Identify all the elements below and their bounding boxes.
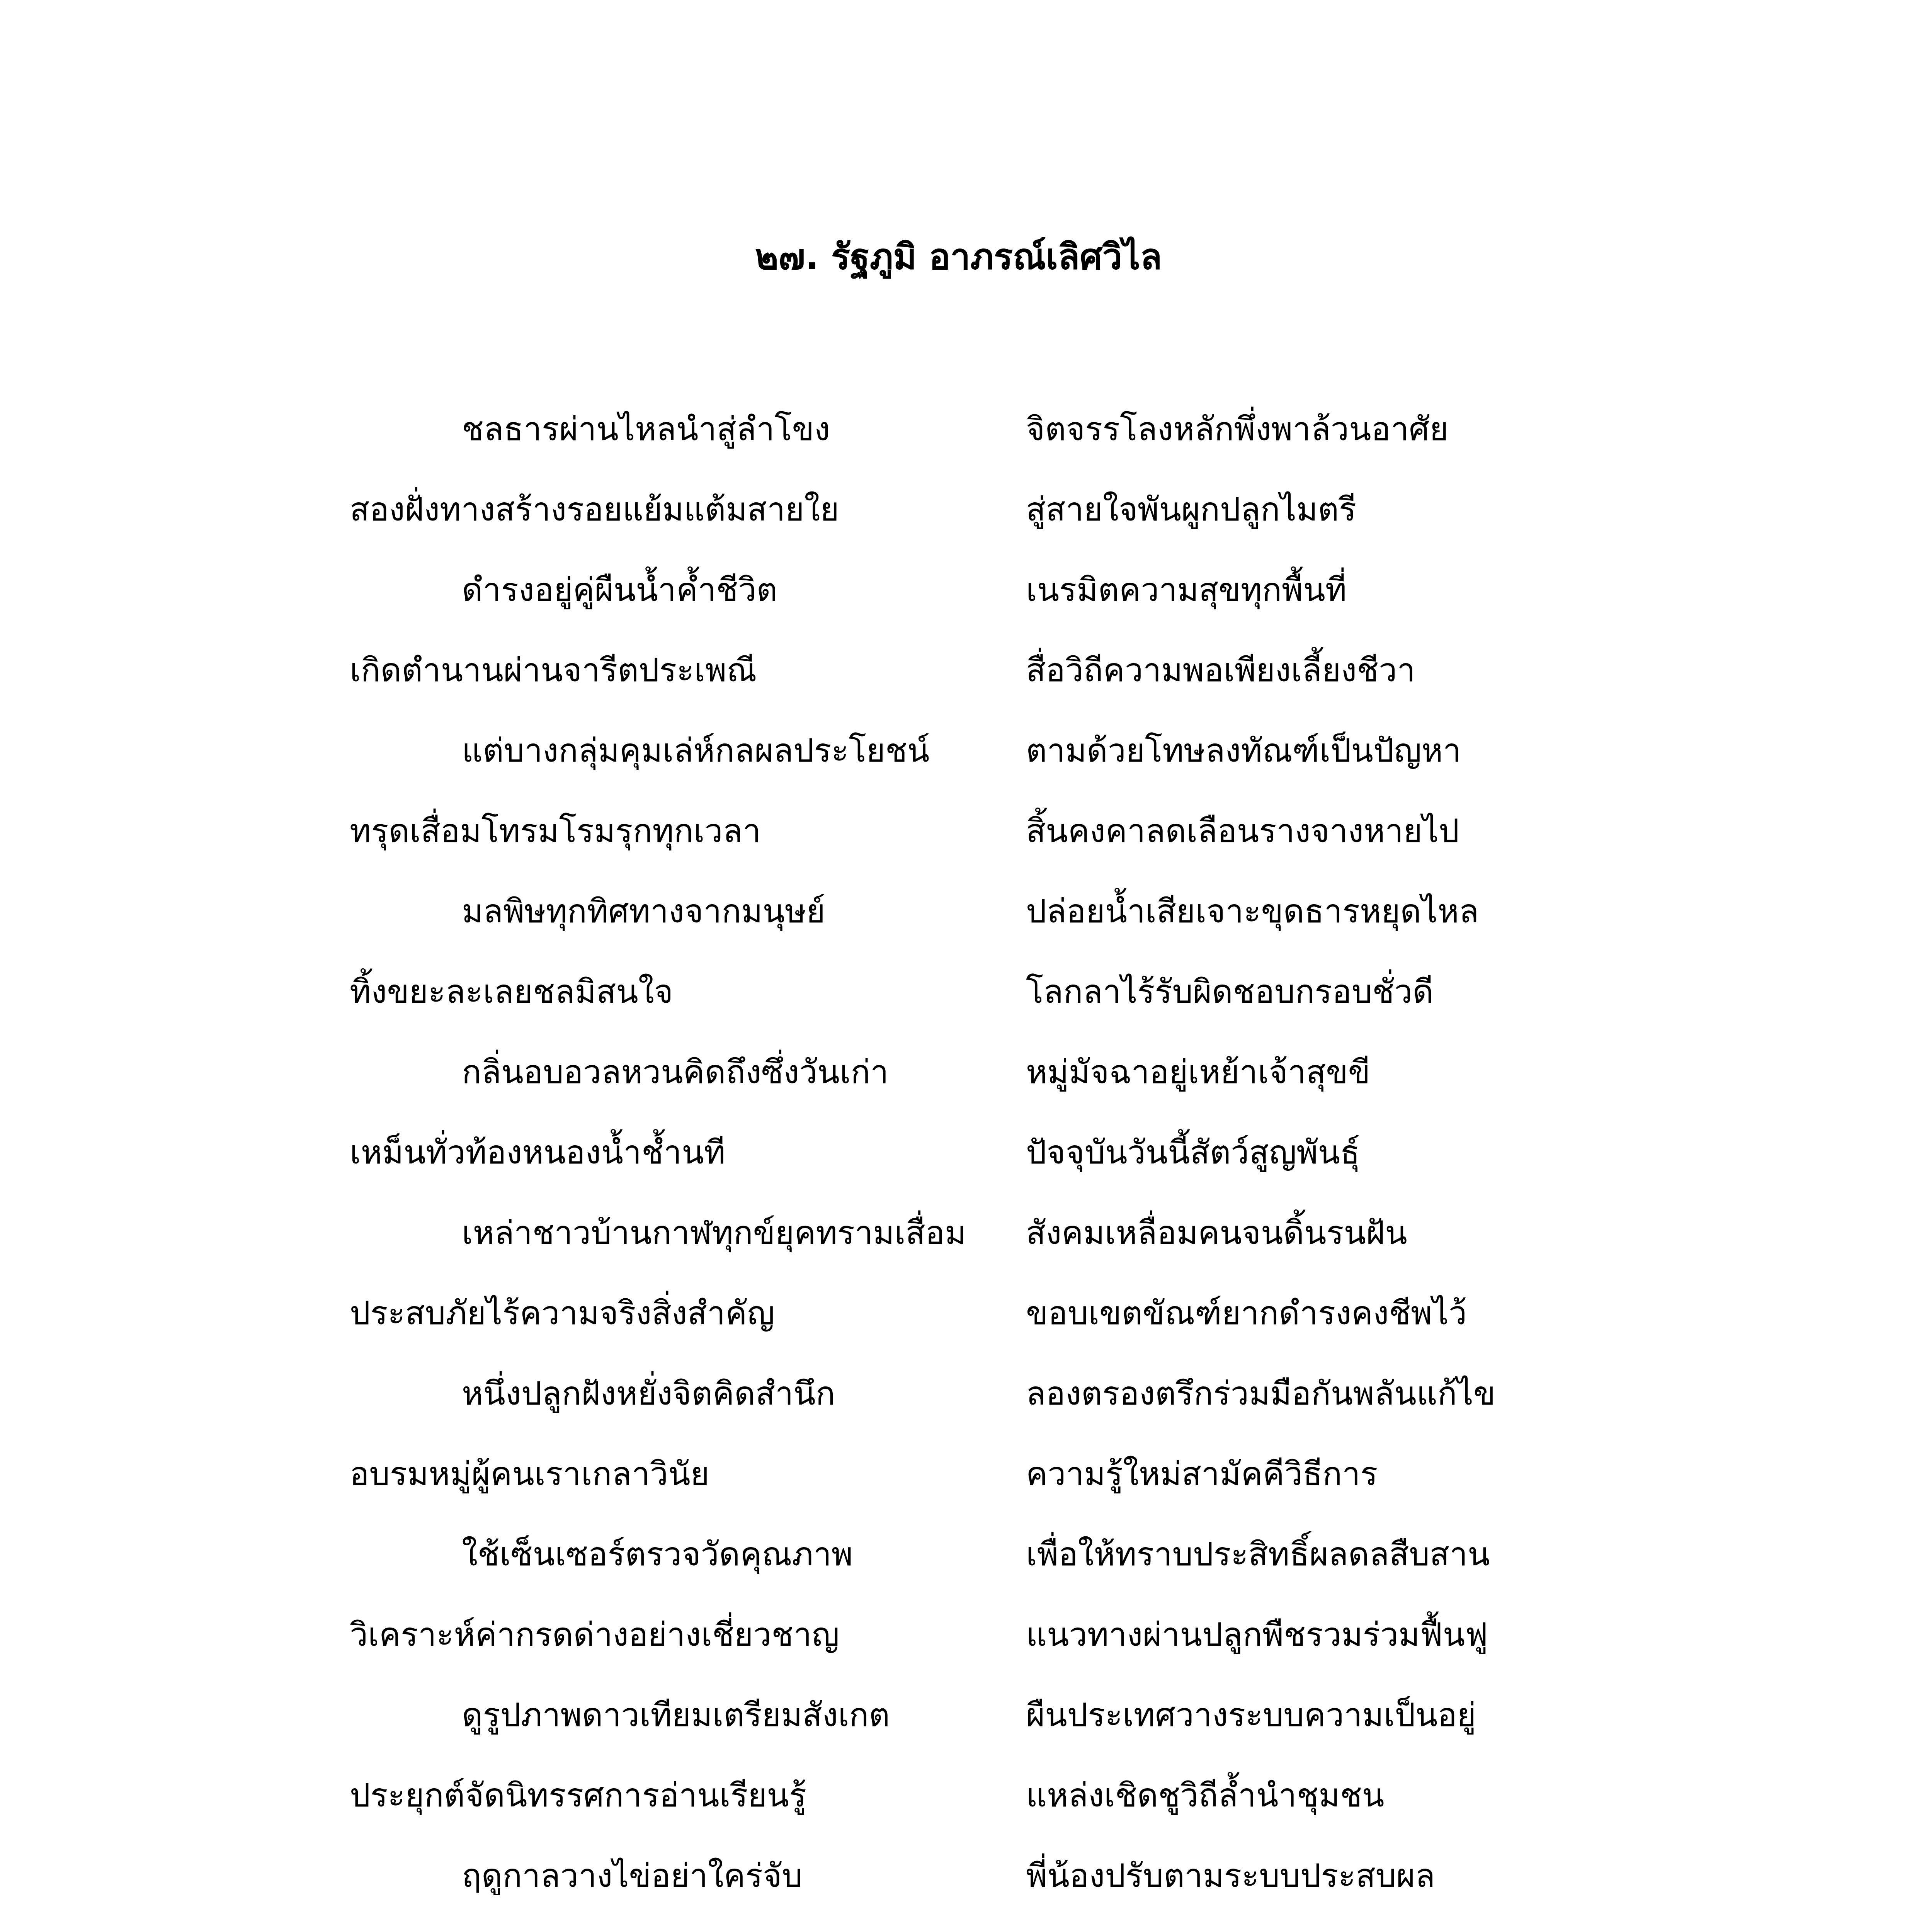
poem-line-first-hemistich: ชลธารผ่านไหลนำสู่ลำโขง bbox=[462, 410, 830, 448]
poem-line bbox=[0, 1764, 1917, 1845]
poem-line-first-hemistich: แต่บางกลุ่มคุมเล่ห์กลผลประโยชน์ bbox=[462, 731, 930, 769]
poem-line-first-hemistich: ฤดูกาลวางไข่อย่าใคร่จับ bbox=[462, 1857, 803, 1895]
poem-line bbox=[0, 1684, 1917, 1764]
poem-line-first-hemistich: สองฝั่งทางสร้างรอยแย้มแต้มสายใย bbox=[350, 490, 839, 528]
poem-line-first-hemistich: ดำรงอยู่คู่ผืนน้ำค้ำชีวิต bbox=[462, 571, 778, 609]
poem-line-second-hemistich: ตามด้วยโทษลงทัณฑ์เป็นปัญหา bbox=[1026, 731, 1461, 769]
page-title: ๒๗. รัฐภูมิ อาภรณ์เลิศวิไล bbox=[755, 236, 1162, 277]
poem-line bbox=[0, 961, 1917, 1041]
poem-line-first-hemistich: อบรมหมู่ผู้คนเราเกลาวินัย bbox=[350, 1455, 709, 1493]
poem-line-second-hemistich: โลกลาไร้รับผิดชอบกรอบชั่วดี bbox=[1026, 973, 1434, 1010]
poem-line bbox=[0, 1282, 1917, 1362]
poem-line-first-hemistich: กลิ่นอบอวลหวนคิดถึงซึ่งวันเก่า bbox=[462, 1053, 889, 1091]
poem-line bbox=[0, 1202, 1917, 1282]
poem-line bbox=[0, 719, 1917, 800]
poem-line-first-hemistich: ทรุดเสื่อมโทรมโรมรุกทุกเวลา bbox=[350, 812, 761, 850]
poem-line bbox=[0, 800, 1917, 880]
poem-line-first-hemistich: หนึ่งปลูกฝังหยั่งจิตคิดสำนึก bbox=[462, 1374, 835, 1412]
poem-line bbox=[0, 1041, 1917, 1121]
poem-line-second-hemistich: เพื่อให้ทราบประสิทธิ์ผลดลสืบสาน bbox=[1026, 1535, 1490, 1573]
poem-line-second-hemistich: ความรู้ใหม่สามัคคีวิธีการ bbox=[1026, 1455, 1378, 1493]
poem-line bbox=[0, 1925, 1917, 1932]
poem-line-first-hemistich: ประยุกต์จัดนิทรรศการอ่านเรียนรู้ bbox=[350, 1776, 807, 1814]
poem-line-second-hemistich: สื่อวิถีความพอเพียงเลี้ยงชีวา bbox=[1026, 651, 1415, 689]
poem-body bbox=[0, 398, 1917, 1932]
poem-line bbox=[0, 639, 1917, 719]
poem-line-second-hemistich: แหล่งเชิดชูวิถีล้ำนำชุมชน bbox=[1026, 1776, 1385, 1814]
poem-line-first-hemistich: ดูรูปภาพดาวเทียมเตรียมสังเกต bbox=[462, 1696, 890, 1734]
poem-line-second-hemistich: สิ้นคงคาลดเลือนรางจางหายไป bbox=[1026, 812, 1459, 850]
poem-line bbox=[0, 478, 1917, 559]
poem-line-second-hemistich: ลองตรองตรึกร่วมมือกันพลันแก้ไข bbox=[1026, 1374, 1496, 1412]
poem-line bbox=[0, 1845, 1917, 1925]
poem-line-second-hemistich: ปัจจุบันวันนี้สัตว์สูญพันธุ์ bbox=[1026, 1133, 1360, 1171]
poem-line bbox=[0, 1443, 1917, 1523]
poem-line-first-hemistich: มลพิษทุกทิศทางจากมนุษย์ bbox=[462, 892, 825, 930]
poem-line-first-hemistich bbox=[350, 1925, 776, 1932]
poem-line bbox=[0, 1604, 1917, 1684]
poem-line-second-hemistich: จิตจรรโลงหลักพึ่งพาล้วนอาศัย bbox=[1026, 410, 1449, 448]
poem-line-second-hemistich: ขอบเขตขัณฑ์ยากดำรงคงชีพไว้ bbox=[1026, 1294, 1467, 1332]
poem-line-first-hemistich: เกิดตำนานผ่านจารีตประเพณี bbox=[350, 651, 757, 689]
poem-line-first-hemistich: ทิ้งขยะละเลยชลมิสนใจ bbox=[350, 973, 673, 1010]
poem-line-second-hemistich: สู่สายใจพันผูกปลูกไมตรี bbox=[1026, 490, 1356, 528]
poem-line bbox=[0, 1121, 1917, 1202]
poem-line-second-hemistich: ปล่อยน้ำเสียเจาะขุดธารหยุดไหล bbox=[1026, 892, 1479, 930]
poem-line bbox=[0, 880, 1917, 961]
poem-line-first-hemistich: ประสบภัยไร้ความจริงสิ่งสำคัญ bbox=[350, 1294, 775, 1332]
poem-line-second-hemistich bbox=[1026, 1925, 1509, 1932]
poem-line bbox=[0, 1523, 1917, 1604]
poem-line bbox=[0, 398, 1917, 478]
poem-line-second-hemistich: สังคมเหลื่อมคนจนดิ้นรนฝัน bbox=[1026, 1214, 1407, 1252]
poem-line-first-hemistich: วิเคราะห์ค่ากรดด่างอย่างเชี่ยวชาญ bbox=[350, 1616, 840, 1653]
poem-line-second-hemistich: แนวทางผ่านปลูกพืชรวมร่วมฟื้นฟู bbox=[1026, 1616, 1488, 1653]
poem-line-first-hemistich: ใช้เซ็นเซอร์ตรวจวัดคุณภาพ bbox=[462, 1535, 853, 1573]
poem-line-second-hemistich: พี่น้องปรับตามระบบประสบผล bbox=[1026, 1857, 1435, 1895]
poem-line-first-hemistich: เหล่าชาวบ้านกาฬทุกข์ยุคทรามเสื่อม bbox=[462, 1214, 966, 1252]
poem-line-second-hemistich: เนรมิตความสุขทุกพื้นที่ bbox=[1026, 571, 1347, 609]
poem-line-first-hemistich: เหม็นทั่วท้องหนองน้ำช้ำนที bbox=[350, 1133, 726, 1171]
poem-line-second-hemistich: ผืนประเทศวางระบบความเป็นอยู่ bbox=[1026, 1696, 1476, 1734]
poem-line bbox=[0, 1362, 1917, 1443]
poem-line bbox=[0, 559, 1917, 639]
poem-line-second-hemistich: หมู่มัจฉาอยู่เหย้าเจ้าสุขขี bbox=[1026, 1053, 1371, 1091]
